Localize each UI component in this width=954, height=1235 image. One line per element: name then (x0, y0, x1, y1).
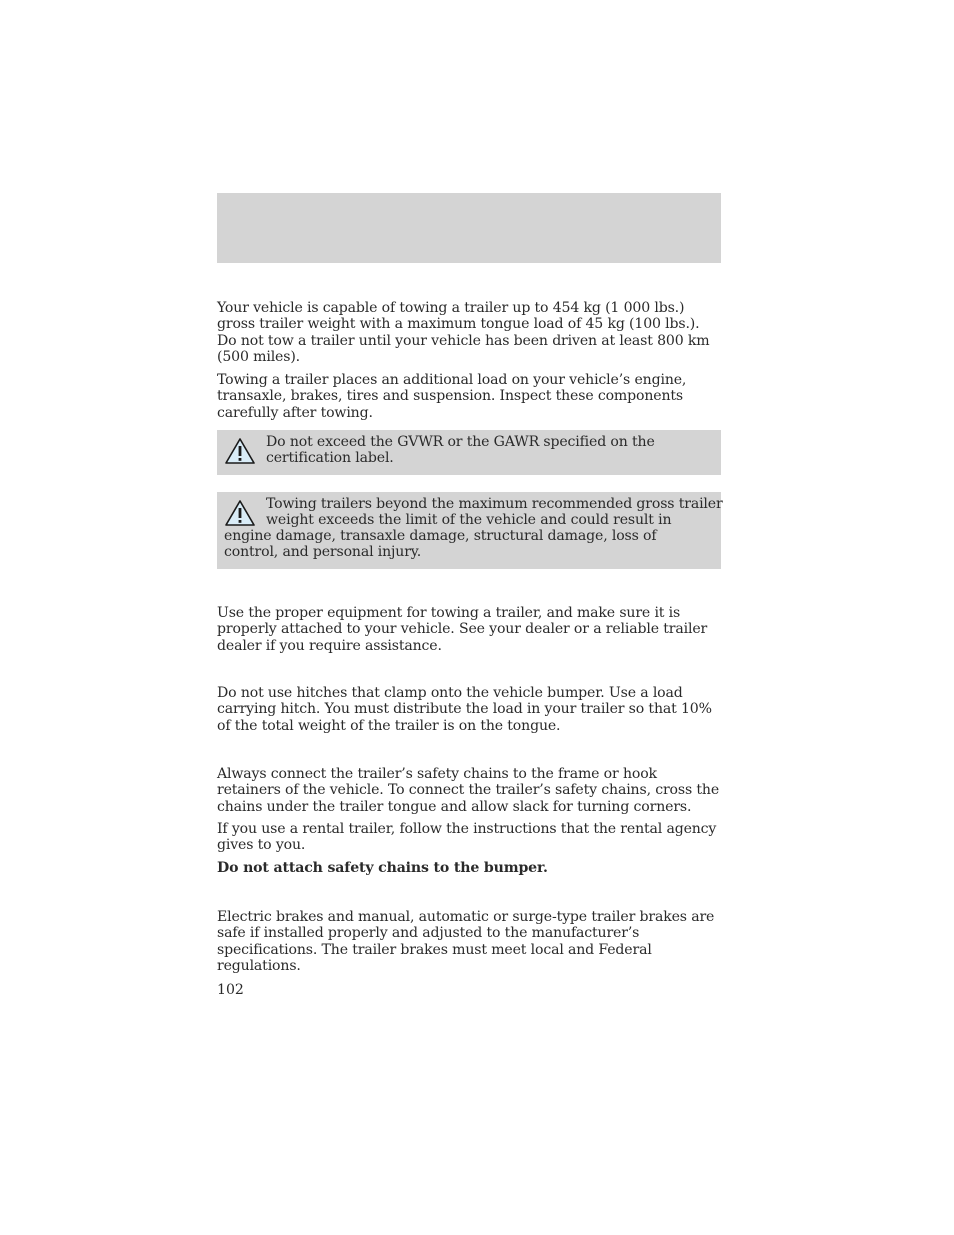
warning-box-gvwr (217, 430, 721, 475)
warning-text-gvwr-line1: Do not exceed the GVWR or the GAWR specified on the (266, 434, 655, 450)
page-number: 102 (217, 982, 244, 998)
safety-chains-bold-note: Do not attach safety chains to the bumper. (217, 860, 548, 876)
warning-text-overload-rest: engine damage, transaxle damage, structural damage, loss of control, and personal injury. (224, 528, 657, 561)
intro-paragraph-load: Towing a trailer places an additional load on your vehicle’s engine, transaxle, brakes, tires and suspension. Inspect these components carefully after towing. (217, 372, 687, 421)
warning-text-overload-line2: weight exceeds the limit of the vehicle and could result in (266, 512, 672, 528)
hitches-paragraph: Do not use hitches that clamp onto the vehicle bumper. Use a load carrying hitch. You must distribute the load in your trailer so that 10% of the total weight of the trailer is on the tongue. (217, 685, 712, 734)
warning-text-overload-line1: Towing trailers beyond the maximum recommended gross trailer (266, 496, 723, 512)
warning-text-gvwr-line2: certification label. (266, 450, 394, 466)
equipment-paragraph: Use the proper equipment for towing a trailer, and make sure it is properly attached to your vehicle. See your dealer or a reliable trailer dealer if you require assistance. (217, 605, 708, 654)
section-header-band (217, 193, 721, 263)
trailer-brakes-paragraph: Electric brakes and manual, automatic or surge-type trailer brakes are safe if installed properly and adjusted to the manufacturer’s specifications. The trailer brakes must meet local and Federal regulations. (217, 909, 715, 975)
warning-triangle-icon (224, 499, 256, 527)
intro-paragraph-capacity: Your vehicle is capable of towing a trailer up to 454 kg (1 000 lbs.) gross trailer weight with a maximum tongue load of 45 kg (100 lbs.). Do not tow a trailer until your vehicle has been driven at least 800 km (500 miles). (217, 300, 710, 366)
rental-trailer-paragraph: If you use a rental trailer, follow the instructions that the rental agency gives to you. (217, 821, 717, 854)
warning-box-overload (217, 492, 721, 569)
safety-chains-paragraph: Always connect the trailer’s safety chains to the frame or hook retainers of the vehicle. To connect the trailer’s safety chains, cross the chains under the trailer tongue and allow slack for turning corners. (217, 766, 720, 815)
warning-triangle-icon (224, 437, 256, 465)
